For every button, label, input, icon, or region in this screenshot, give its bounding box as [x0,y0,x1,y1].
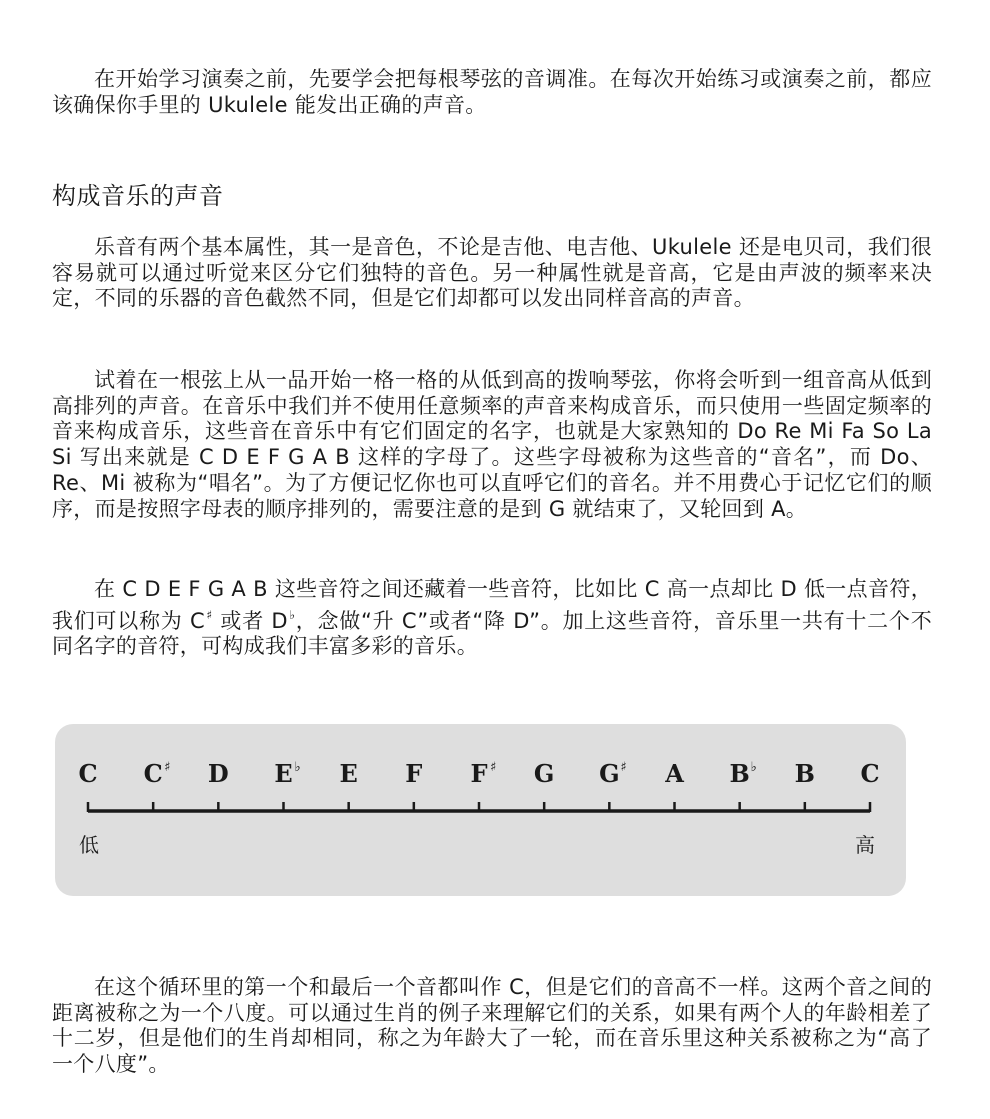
sharp-accidental: ♯ [490,760,497,775]
chromatic-scale-svg [55,724,906,896]
low-pitch-label: 低 [79,833,99,857]
note-labels [78,759,879,788]
accidentals-text-part3: ，念做“升 C”或者“降 D”。加上这些音符，音乐里一共有十二个不同名字的音符，可构成我们丰富多彩的音乐。 [52,608,932,659]
note-label-b-flat: B [729,759,750,788]
high-pitch-label: 高 [855,833,875,857]
note-label-e-flat: E [274,759,293,788]
note-label-d: D [207,759,229,788]
flat-accidental: ♭ [294,760,301,775]
chromatic-scale-diagram [55,724,906,896]
note-label-a: A [665,759,684,788]
note-label-e: E [339,759,358,788]
sharp-accidental: ♯ [164,760,171,775]
note-label-f-sharp: F [470,759,488,788]
section-heading: 构成音乐的声音 [52,182,224,210]
note-names-paragraph: 试着在一根弦上从一品开始一格一格的从低到高的拨响琴弦，你将会听到一组音高从低到高排列的声音。在音乐中我们并不使用任意频率的声音来构成音乐，而只使用一些固定频率的音来构成音乐，这些音在音乐中有它们固定的名字，也就是大家熟知的 Do Re Mi Fa So La Si 写出来就是 C D E F G A B 这样的字母了。这些字母被称为这些音的“音名”，而 Do、Re、Mi 被称为“唱名”。为了方便记忆你也可以直呼它们的音名。并不用费心于记忆它们的顺序，而是按照字母表的顺序排列的，需要注意的是到 G 就结束了，又轮回到 A。 [52,368,932,521]
timbre-pitch-paragraph: 乐音有两个基本属性，其一是音色，不论是吉他、电吉他、Ukulele 还是电贝司，我们很容易就可以通过听觉来区分它们独特的音色。另一种属性就是音高，它是由声波的频率来决定，不同的乐器的音色截然不同，但是它们却都可以发出同样音高的声音。 [52,235,932,311]
accidentals-text-part2: 或者 D [213,608,288,633]
accidentals-paragraph [52,577,932,660]
sharp-symbol: ♯ [205,607,213,622]
flat-symbol: ♭ [288,607,296,622]
note-label-c: C [78,759,98,788]
note-label-g-sharp: G [599,759,620,788]
note-label-b: B [794,759,815,788]
note-label-g: G [533,759,555,788]
flat-accidental: ♭ [750,760,757,775]
note-label-c-sharp: C [143,759,163,788]
accidentals-text-part1: 在 C D E F G A B 这些音符之间还藏着一些音符，比如比 C 高一点却比 D 低一点音符，我们可以称为 C [52,577,932,633]
note-label-c: C [860,759,880,788]
intro-paragraph: 在开始学习演奏之前，先要学会把每根琴弦的音调准。在每次开始练习或演奏之前，都应该确保你手里的 Ukulele 能发出正确的声音。 [52,67,932,117]
sharp-accidental: ♯ [620,760,627,775]
octave-paragraph: 在这个循环里的第一个和最后一个音都叫作 C，但是它们的音高不一样。这两个音之间的距离被称之为一个八度。可以通过生肖的例子来理解它们的关系，如果有两个人的年龄相差了十二岁，但是他们的生肖却相同，称之为年龄大了一轮，而在音乐里这种关系被称之为“高了一个八度”。 [52,975,932,1077]
note-label-f: F [405,759,423,788]
